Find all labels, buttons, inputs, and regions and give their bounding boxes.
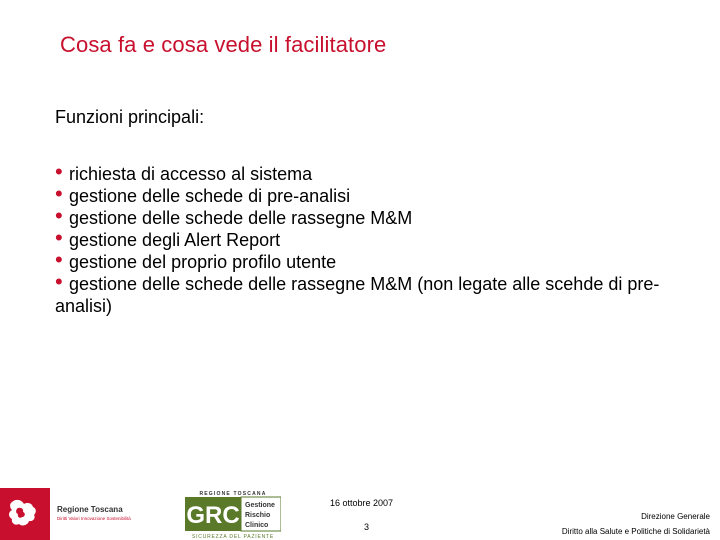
bullet-text: richiesta di accesso al sistema [69, 164, 313, 184]
bullet-text: gestione delle schede delle rassegne M&M [69, 208, 413, 228]
list-item [55, 203, 695, 229]
grc-bottom-text: SICUREZZA DEL PAZIENTE [191, 534, 275, 539]
slide-title: Cosa fa e cosa vede il facilitatore [60, 32, 387, 57]
region-tagline: Diritti Valori Innovazione Sostenibilità [57, 516, 131, 521]
bullet-icon: • [55, 181, 63, 206]
bullet-icon: • [55, 247, 63, 272]
grc-top-text: REGIONE TOSCANA [199, 491, 267, 497]
bullet-text: gestione del proprio profilo utente [69, 252, 337, 272]
intro-text: Funzioni principali: [55, 107, 205, 127]
grc-word-1: Gestione [245, 502, 275, 509]
list-item [55, 181, 695, 207]
regione-toscana-logo-icon [0, 488, 50, 540]
bullet-icon: • [55, 269, 63, 294]
list-item [55, 269, 695, 317]
bullet-icon: • [55, 159, 63, 184]
grc-letters: GRC [186, 502, 240, 529]
list-item [55, 159, 695, 185]
bullet-text: gestione degli Alert Report [69, 230, 281, 250]
bullet-text: gestione delle schede di pre-analisi [69, 186, 351, 206]
bullet-text: gestione delle schede delle rassegne M&M (non legate alle scehde di pre-analisi) [55, 274, 660, 316]
department-line-2: Diritto alla Salute e Politiche di Solidarietà [561, 527, 710, 536]
list-item [55, 225, 695, 251]
department-line-1: Direzione Generale [641, 512, 710, 521]
grc-word-2: Rischio [245, 512, 271, 519]
grc-word-3: Clinico [245, 522, 269, 529]
footer-date: 16 ottobre 2007 [330, 498, 394, 508]
bullet-list [55, 159, 695, 317]
region-name: Regione Toscana [57, 505, 123, 514]
page-number: 3 [364, 522, 370, 532]
grc-logo-icon [185, 489, 281, 539]
bullet-icon: • [55, 225, 63, 250]
bullet-icon: • [55, 203, 63, 228]
list-item [55, 247, 695, 273]
